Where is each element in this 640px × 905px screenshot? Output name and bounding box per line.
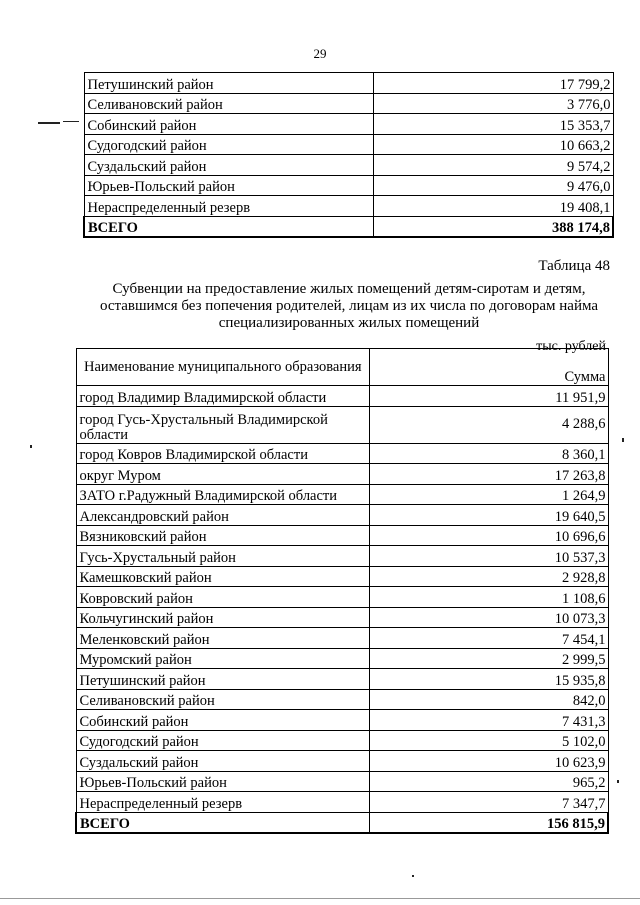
scan-mark [0, 898, 640, 899]
scan-mark [63, 121, 79, 122]
amount-cell: 2 928,8 [370, 566, 609, 587]
total-label: ВСЕГО [84, 216, 374, 237]
municipality-name: Судогодский район [76, 730, 370, 751]
scan-mark [622, 438, 624, 442]
amount-cell: 15 935,8 [370, 669, 609, 690]
municipality-name: Юрьев-Польский район [76, 771, 370, 792]
amount-cell: 7 347,7 [370, 792, 609, 813]
municipality-name: Селивановский район [76, 689, 370, 710]
amount-cell: 965,2 [370, 771, 609, 792]
amount-cell: 9 574,2 [374, 155, 614, 176]
continued-table [83, 72, 614, 238]
municipality-name: Кольчугинский район [76, 607, 370, 628]
district-name: Селивановский район [84, 93, 374, 114]
district-name: Юрьев-Польский район [84, 175, 374, 196]
table-row [76, 607, 608, 628]
table-title: Субвенции на предоставление жилых помещений детям-сиротам и детям, оставшимся без попечения родителей, лицам из их числа по договорам найма специализированных жилых помещений [99, 281, 599, 331]
table-row [76, 484, 608, 505]
total-amount: 156 815,9 [370, 812, 609, 833]
amount-cell: 5 102,0 [370, 730, 609, 751]
municipality-name: Александровский район [76, 505, 370, 526]
table-row [84, 175, 613, 196]
table-row [76, 464, 608, 485]
scan-mark [30, 445, 32, 448]
table-row [84, 134, 613, 155]
district-name: Петушинский район [84, 73, 374, 94]
amount-cell: 19 640,5 [370, 505, 609, 526]
table-row [76, 648, 608, 669]
amount-cell: 1 108,6 [370, 587, 609, 608]
amount-cell: 10 663,2 [374, 134, 614, 155]
amount-cell: 10 073,3 [370, 607, 609, 628]
table-row [76, 566, 608, 587]
municipality-name: округ Муром [76, 464, 370, 485]
column-header-name: Наименование муниципального образования [76, 349, 370, 386]
municipality-name: Вязниковский район [76, 525, 370, 546]
units-label: тыс. рублей [536, 339, 606, 354]
table-row [84, 196, 613, 217]
scan-mark [617, 780, 619, 783]
table-row [76, 546, 608, 567]
amount-cell: 8 360,1 [370, 443, 609, 464]
table-row [76, 406, 608, 443]
municipality-name: ЗАТО г.Радужный Владимирской области [76, 484, 370, 505]
total-label: ВСЕГО [76, 812, 370, 833]
amount-cell: 3 776,0 [374, 93, 614, 114]
subsidies-table [75, 348, 609, 834]
amount-cell: 4 288,6 [370, 406, 609, 443]
amount-cell: 2 999,5 [370, 648, 609, 669]
table-row [76, 730, 608, 751]
municipality-name: Муромский район [76, 648, 370, 669]
table-row [84, 155, 613, 176]
column-header-sum: Сумма [370, 349, 609, 386]
table-row [84, 114, 613, 135]
table-header-row [76, 349, 608, 386]
amount-cell: 10 537,3 [370, 546, 609, 567]
amount-cell: 10 696,6 [370, 525, 609, 546]
total-row [76, 812, 608, 833]
amount-cell: 17 799,2 [374, 73, 614, 94]
table-row [76, 505, 608, 526]
table-row [76, 628, 608, 649]
table-row [76, 792, 608, 813]
district-name: Суздальский район [84, 155, 374, 176]
table-row [76, 443, 608, 464]
table-row [76, 689, 608, 710]
table-row [76, 587, 608, 608]
amount-cell: 842,0 [370, 689, 609, 710]
table-row [84, 73, 613, 94]
table-number-label: Таблица 48 [538, 258, 610, 274]
table-row [76, 525, 608, 546]
amount-cell: 9 476,0 [374, 175, 614, 196]
municipality-name: Петушинский район [76, 669, 370, 690]
amount-cell: 7 454,1 [370, 628, 609, 649]
scan-mark [412, 875, 414, 877]
page-number: 29 [313, 46, 327, 61]
district-name: Собинский район [84, 114, 374, 135]
municipality-name: Камешковский район [76, 566, 370, 587]
total-amount: 388 174,8 [374, 216, 614, 237]
amount-cell: 19 408,1 [374, 196, 614, 217]
amount-cell: 17 263,8 [370, 464, 609, 485]
table-row [76, 710, 608, 731]
amount-cell: 15 353,7 [374, 114, 614, 135]
municipality-name: Ковровский район [76, 587, 370, 608]
municipality-name: Суздальский район [76, 751, 370, 772]
district-name: Нераспределенный резерв [84, 196, 374, 217]
municipality-name: город Ковров Владимирской области [76, 443, 370, 464]
municipality-name: Нераспределенный резерв [76, 792, 370, 813]
municipality-name: город Владимир Владимирской области [76, 386, 370, 407]
table-row [76, 771, 608, 792]
municipality-name: Собинский район [76, 710, 370, 731]
table-row [76, 751, 608, 772]
total-row [84, 216, 613, 237]
amount-cell: 1 264,9 [370, 484, 609, 505]
municipality-name: Гусь-Хрустальный район [76, 546, 370, 567]
amount-cell: 11 951,9 [370, 386, 609, 407]
district-name: Судогодский район [84, 134, 374, 155]
municipality-name: город Гусь-Хрустальный Владимирской области [76, 406, 370, 443]
scan-mark [38, 122, 60, 124]
amount-cell: 10 623,9 [370, 751, 609, 772]
table-row [76, 669, 608, 690]
table-row [76, 386, 608, 407]
municipality-name: Меленковский район [76, 628, 370, 649]
table-row [84, 93, 613, 114]
amount-cell: 7 431,3 [370, 710, 609, 731]
